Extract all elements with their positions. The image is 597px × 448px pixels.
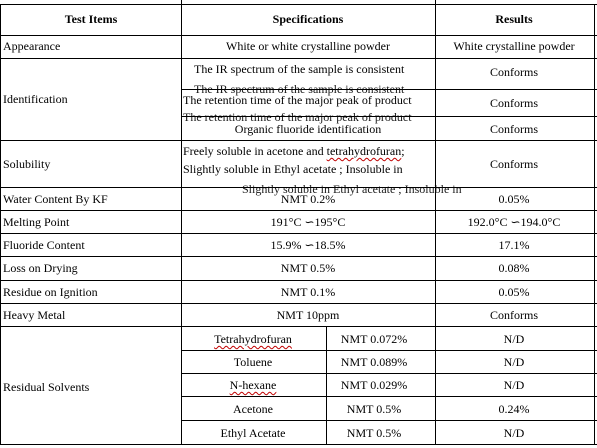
- item-melting-point: Melting Point: [3, 215, 70, 229]
- table-border-top: [0, 4, 597, 5]
- row-divider: [0, 326, 597, 327]
- row-divider: [0, 303, 597, 304]
- result-residue-on-ignition: 0.05%: [498, 285, 530, 299]
- spec-fluoride-content: 15.9% ∽18.5%: [270, 238, 346, 252]
- result-solubility: Conforms: [490, 157, 538, 171]
- result-water-content: 0.05%: [498, 192, 530, 206]
- item-appearance: Appearance: [3, 39, 61, 53]
- row-divider: [0, 58, 597, 59]
- spec-solubility-line2: Slightly soluble in Ethyl acetate ; Insoluble in: [183, 162, 403, 176]
- item-residual-solvents: Residual Solvents: [3, 380, 90, 394]
- table-border-right: [594, 4, 595, 445]
- result-fluoride-content: 17.1%: [498, 238, 530, 252]
- result-retention: Conforms: [490, 96, 538, 110]
- spec-retention-cell: [182, 90, 435, 124]
- result-loss-on-drying: 0.08%: [498, 261, 530, 275]
- column-divider: [435, 0, 436, 445]
- spec-solubility-line1-a: Freely soluble in acetone and: [183, 144, 327, 158]
- solvent-result: N/D: [503, 332, 525, 346]
- solvent-result: N/D: [503, 355, 525, 369]
- item-water-content: Water Content By KF: [3, 192, 108, 206]
- spec-solubility-line1-b: tetrahydrofuran: [326, 144, 402, 158]
- solvent-limit: NMT 0.5%: [346, 402, 402, 416]
- row-divider: [0, 280, 597, 281]
- result-heavy-metal: Conforms: [490, 308, 538, 322]
- item-residue-on-ignition: Residue on Ignition: [3, 285, 98, 299]
- spec-ir-cut: The IR spectrum of the sample is consistent: [194, 82, 405, 96]
- row-divider: [181, 373, 597, 374]
- solvent-name: N-hexane: [229, 378, 277, 392]
- solvent-result: N/D: [503, 378, 525, 392]
- spec-ir-cell: [182, 60, 435, 96]
- item-identification: Identification: [3, 92, 68, 106]
- header-results: Results: [495, 12, 533, 26]
- spec-organic-fluoride: Organic fluoride identification: [234, 122, 382, 136]
- result-melting-point: 192.0°C ∽194.0°C: [467, 215, 561, 229]
- row-divider: [0, 256, 597, 257]
- spec-melting-point: 191°C ∽195°C: [270, 215, 346, 229]
- solvent-result: 0.24%: [498, 402, 530, 416]
- item-fluoride-content: Fluoride Content: [3, 238, 85, 252]
- solvent-name: Toluene: [233, 355, 273, 369]
- solvent-limit: NMT 0.029%: [340, 378, 408, 392]
- spec-solubility-line1-c: ;: [401, 144, 405, 158]
- spec-heavy-metal: NMT 10ppm: [276, 308, 340, 322]
- row-divider: [0, 35, 597, 36]
- spec-solubility-cell: [182, 141, 462, 196]
- row-divider: [181, 396, 597, 397]
- item-solubility: Solubility: [3, 157, 51, 171]
- row-divider: [181, 350, 597, 351]
- solvent-result: N/D: [503, 426, 525, 440]
- solvent-limit: NMT 0.5%: [346, 426, 402, 440]
- table-border-left: [0, 4, 1, 445]
- subcolumn-divider: [326, 326, 327, 445]
- spec-retention-cut: The retention time of the major peak of product: [183, 110, 412, 124]
- solvent-limit: NMT 0.089%: [340, 355, 408, 369]
- spec-solubility-line3-cut: Slightly soluble in Ethyl acetate ; Insoluble in: [242, 182, 462, 196]
- row-divider: [0, 210, 597, 211]
- solvent-name: Ethyl Acetate: [220, 426, 286, 440]
- result-appearance: White crystalline powder: [453, 39, 575, 53]
- header-test-items: Test Items: [64, 12, 118, 26]
- spec-retention: The retention time of the major peak of product: [183, 93, 412, 107]
- header-specifications: Specifications: [272, 12, 344, 26]
- spec-loss-on-drying: NMT 0.5%: [280, 261, 336, 275]
- row-divider: [0, 233, 597, 234]
- item-heavy-metal: Heavy Metal: [3, 308, 66, 322]
- result-organic-fluoride: Conforms: [490, 122, 538, 136]
- solvent-limit: NMT 0.072%: [340, 332, 408, 346]
- spec-appearance: White or white crystalline powder: [226, 39, 390, 53]
- spec-water-content: NMT 0.2%: [280, 192, 336, 206]
- spec-solubility-line1: [183, 144, 405, 158]
- result-ir: Conforms: [490, 65, 538, 79]
- table-border-bottom: [0, 444, 597, 445]
- solvent-name: Tetrahydrofuran: [214, 332, 292, 346]
- spec-ir: The IR spectrum of the sample is consistent: [194, 62, 405, 76]
- spec-residue-on-ignition: NMT 0.1%: [280, 285, 336, 299]
- row-divider: [181, 420, 597, 421]
- item-loss-on-drying: Loss on Drying: [3, 261, 78, 275]
- solvent-name: Acetone: [233, 402, 273, 416]
